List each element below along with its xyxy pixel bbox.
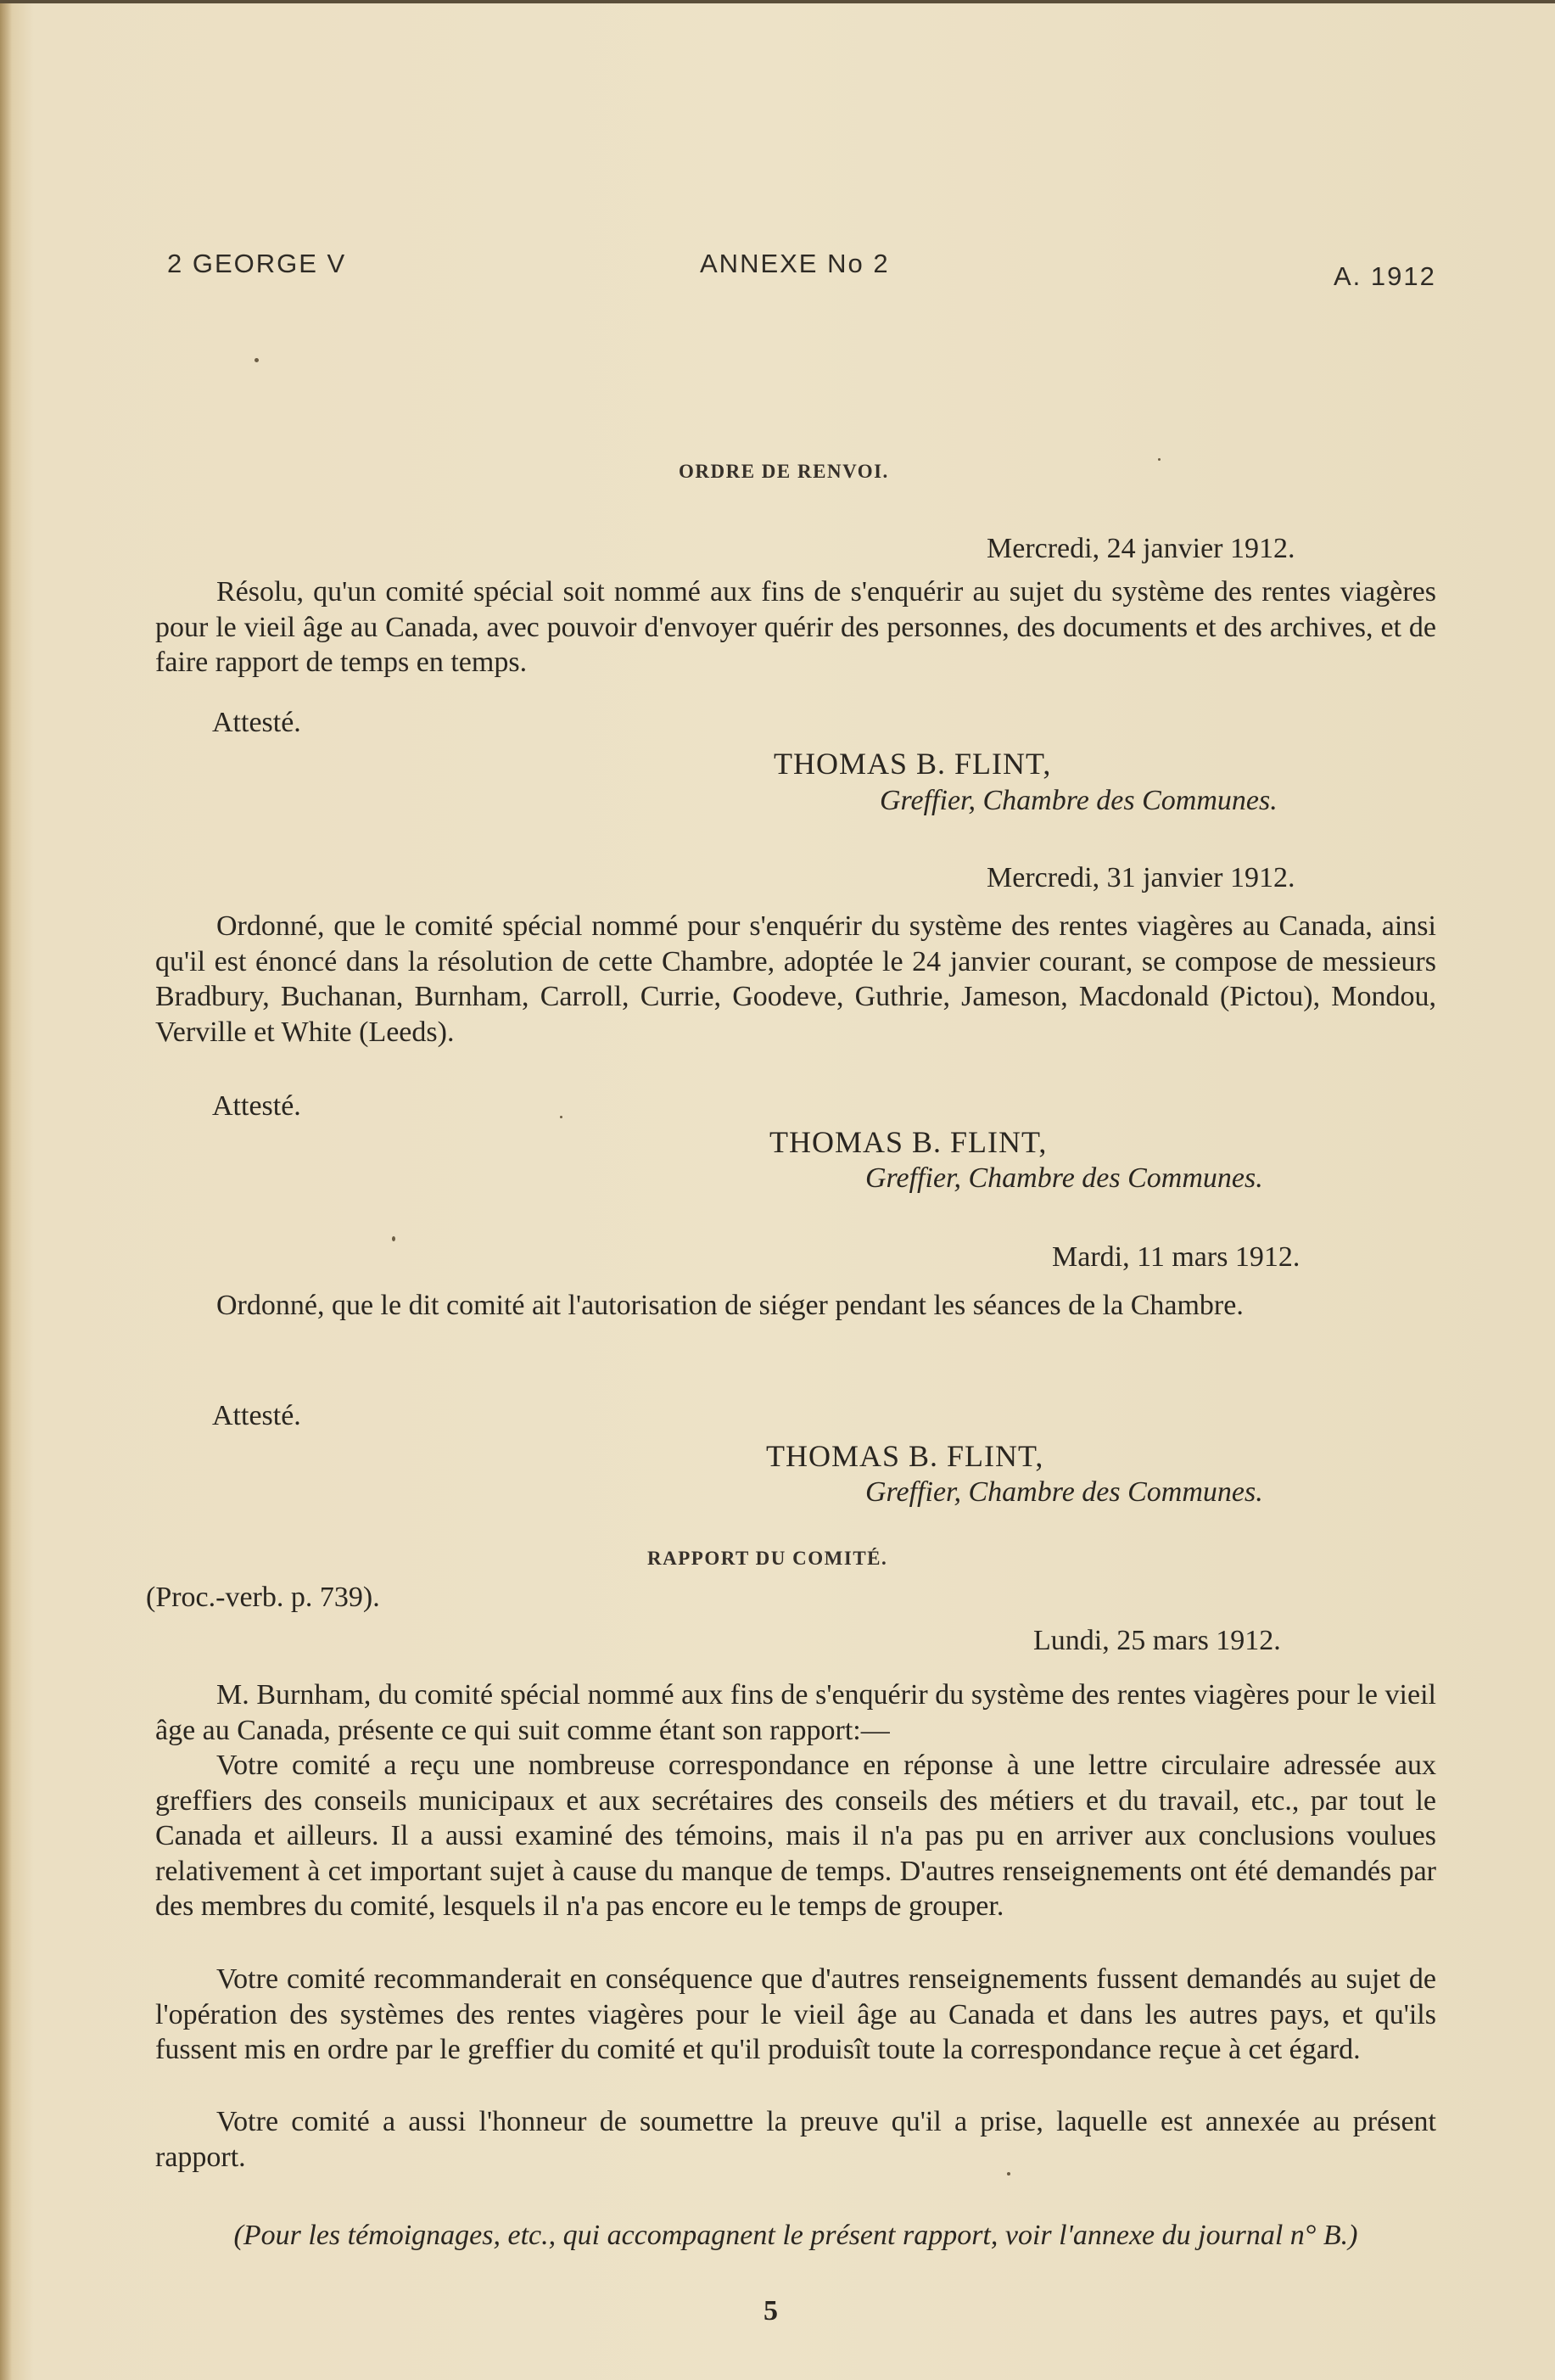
- report-paragraph: M. Burnham, du comité spécial nommé aux fins de s'enquérir du système des rentes viagères pour le vieil âge au Canada, présente ce qui suit comme étant son rapport:—: [155, 1679, 1436, 1746]
- paper-speck: [1007, 2172, 1010, 2176]
- paper-speck: [560, 1116, 562, 1118]
- paper-speck: [1158, 458, 1161, 461]
- running-head-left: 2 GEORGE V: [167, 249, 347, 278]
- report-date: Lundi, 25 mars 1912.: [1033, 1625, 1281, 1656]
- signature-name: THOMAS B. FLINT,: [774, 747, 1052, 781]
- footnote-reference: (Pour les témoignages, etc., qui accompagnent le présent rapport, voir l'annexe du journal n° B.): [233, 2220, 1358, 2251]
- report-paragraph: Votre comité a reçu une nombreuse correspondance en réponse à une lettre circulaire adressée aux greffiers des conseils municipaux et aux secrétaires des conseils des métiers et du travail, etc., par tout le Canada et ailleurs. Il a aussi examiné des témoins, mais il n'a pas pu en arriver aux conclusions voulues relativement à cet important sujet à cause du manque de temps. D'autres renseignements ont été demandés par des membres du comité, lesquels il n'a pas encore eu le temps de grouper.: [155, 1750, 1436, 1922]
- signature-name: THOMAS B. FLINT,: [769, 1125, 1048, 1159]
- running-head-center: ANNEXE No 2: [700, 249, 890, 278]
- signature-title: Greffier, Chambre des Communes.: [880, 785, 1278, 816]
- page-number: 5: [764, 2295, 778, 2327]
- entry-date: Mercredi, 31 janvier 1912.: [987, 862, 1295, 893]
- attest-label: Attesté.: [212, 1400, 301, 1431]
- section-heading-ordre: ORDRE DE RENVOI.: [679, 461, 889, 482]
- paper-speck: [392, 1236, 395, 1241]
- entry-text: Ordonné, que le comité spécial nommé pour s'enquérir du système des rentes viagères au Canada, ainsi qu'il est énoncé dans la résolution de cette Chambre, adoptée le 24 janvier courant, se compose de messieurs Bradbury, Buchanan, Burnham, Carroll, Currie, Goodeve, Guthrie, Jameson, Macdonald (Pictou), Mondou, Verville et White (Leeds).: [155, 910, 1436, 1048]
- section-heading-rapport: RAPPORT DU COMITÉ.: [647, 1548, 888, 1569]
- report-paragraph: Votre comité recommanderait en conséquence que d'autres renseignements fussent demandés au sujet de l'opération des systèmes des rentes viagères pour le vieil âge au Canada et dans les autres pays, et qu'ils fussent mis en ordre par le greffier du comité et qu'il produisît toute la correspondance reçue à cet égard.: [155, 1963, 1436, 2065]
- signature-title: Greffier, Chambre des Communes.: [865, 1476, 1263, 1508]
- paper-speck: [255, 358, 259, 362]
- entry-text: Résolu, qu'un comité spécial soit nommé aux fins de s'enquérir au sujet du système des rentes viagères pour le vieil âge au Canada, avec pouvoir d'envoyer quérir des personnes, des documents et des archives, et de faire rapport de temps en temps.: [155, 576, 1436, 678]
- attest-label: Attesté.: [212, 707, 301, 738]
- entry-date: Mercredi, 24 janvier 1912.: [987, 533, 1295, 564]
- proces-verbal-reference: (Proc.-verb. p. 739).: [146, 1582, 380, 1613]
- signature-title: Greffier, Chambre des Communes.: [865, 1162, 1263, 1194]
- entry-text: Ordonné, que le dit comité ait l'autorisation de siéger pendant les séances de la Chambre.: [216, 1290, 1244, 1321]
- page-top-edge: [0, 0, 1555, 3]
- page-spine-shadow: [0, 0, 12, 2380]
- signature-name: THOMAS B. FLINT,: [766, 1439, 1044, 1473]
- entry-date: Mardi, 11 mars 1912.: [1052, 1241, 1300, 1273]
- attest-label: Attesté.: [212, 1090, 301, 1122]
- report-paragraph: Votre comité a aussi l'honneur de soumettre la preuve qu'il a prise, laquelle est annexée au présent rapport.: [155, 2106, 1436, 2173]
- running-head-right: A. 1912: [1334, 261, 1436, 291]
